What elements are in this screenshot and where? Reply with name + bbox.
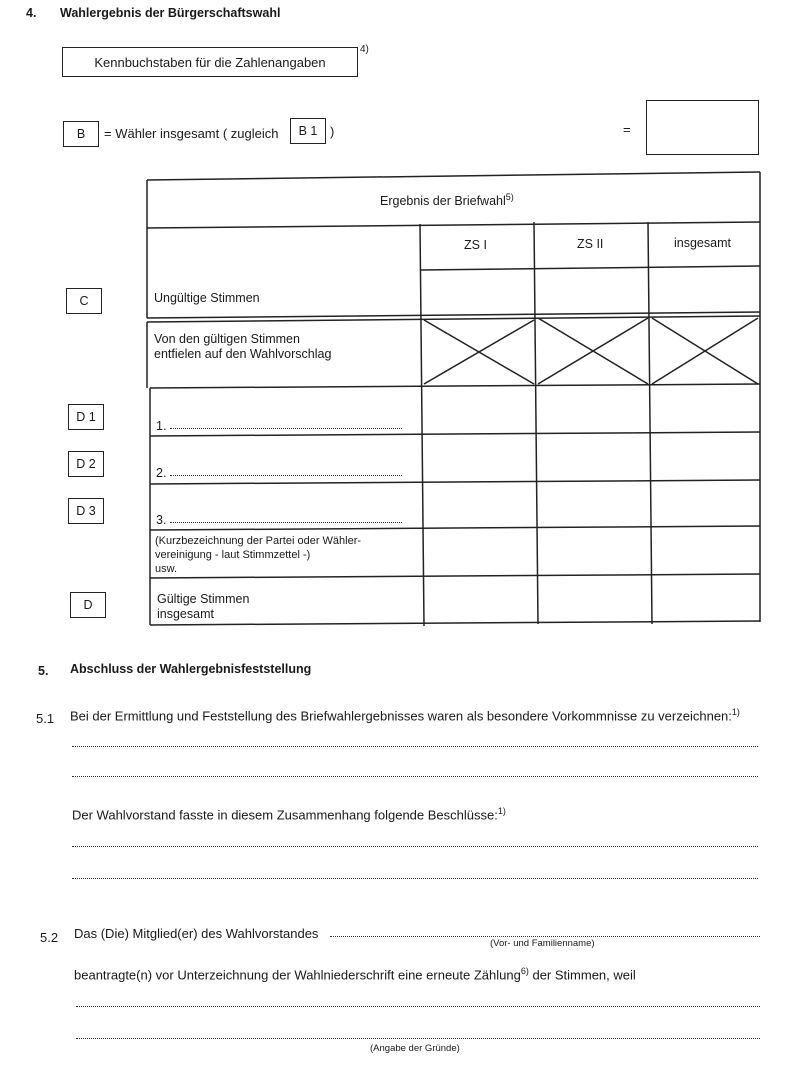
- row-label-2: 2.: [156, 466, 167, 480]
- row-label-gueltige-insgesamt-line2: insgesamt: [157, 607, 214, 621]
- kennbuchstaben-footnote: 4): [360, 44, 369, 55]
- row-label-kurz-line3: usw.: [155, 563, 178, 575]
- row-2-fill-line[interactable]: [170, 475, 402, 476]
- section-5-title: Abschluss der Wahlergebnisfeststellung: [70, 662, 312, 676]
- section-5-2-number: 5.2: [40, 930, 59, 945]
- row-label-gueltige-line1: Von den gültigen Stimmen: [154, 332, 300, 346]
- beschluesse-line-1[interactable]: [72, 846, 758, 847]
- row-label-gueltige-insgesamt-line1: Gültige Stimmen: [157, 592, 250, 606]
- row-label-kurz-line2: vereinigung - laut Stimmzettel -): [155, 549, 311, 561]
- section-5-1-text: [70, 707, 740, 723]
- code-d-label: D: [83, 598, 93, 612]
- code-d3-label: D 3: [76, 504, 96, 518]
- mitglied-name-line[interactable]: [330, 936, 760, 937]
- section-4-title: Wahlergebnis der Bürgerschaftswahl: [60, 6, 281, 20]
- gruende-line-2[interactable]: [76, 1038, 760, 1039]
- section-5-2-line2: [74, 966, 636, 982]
- name-caption: (Vor- und Familienname): [490, 938, 595, 949]
- section-5-2-line2-b: der Stimmen, weil: [528, 967, 636, 983]
- table-header-title: [380, 190, 514, 209]
- section-5-2-line2-a: beantragte(n) vor Unterzeichnung der Wahlniederschrift eine erneute Zählung: [74, 967, 521, 983]
- beschluesse-footnote: 1): [497, 806, 506, 816]
- section-5-2-footnote: 6): [520, 966, 529, 976]
- code-b-label: B: [76, 127, 86, 141]
- code-box-d: [70, 592, 106, 618]
- beschluesse-line-2[interactable]: [72, 878, 758, 879]
- vorkommnisse-line-2[interactable]: [72, 776, 758, 777]
- beschluesse-text-content: Der Wahlvorstand fasste in diesem Zusammenhang folgende Beschlüsse:: [72, 807, 498, 823]
- code-c-label: C: [79, 294, 89, 308]
- kennbuchstaben-label: Kennbuchstaben für die Zahlenangaben: [94, 54, 326, 70]
- code-d2-label: D 2: [76, 457, 96, 471]
- section-4-number: 4.: [26, 6, 37, 20]
- code-b1-label: B 1: [298, 124, 318, 138]
- beschluesse-text: [72, 806, 506, 822]
- column-header-zs1: ZS I: [464, 238, 487, 252]
- table-header-title-text: Ergebnis der Briefwahl: [380, 194, 506, 209]
- row-1-fill-line[interactable]: [170, 428, 402, 429]
- row-label-gueltige-line2: entfielen auf den Wahlvorschlag: [154, 347, 332, 361]
- column-header-total: insgesamt: [674, 236, 731, 250]
- code-box-d1: [68, 404, 104, 430]
- section-5-1-footnote: 1): [731, 707, 740, 717]
- b-close-paren: ): [330, 124, 335, 139]
- b-equals: =: [623, 122, 631, 137]
- row-label-3: 3.: [156, 513, 167, 527]
- code-box-d3: [68, 498, 104, 524]
- code-box-d2: [68, 451, 104, 477]
- section-5-2-text: Das (Die) Mitglied(er) des Wahlvorstandes: [74, 926, 319, 941]
- column-header-zs2: ZS II: [577, 237, 604, 251]
- row-label-1: 1.: [156, 419, 167, 433]
- row-label-kurz-line1: (Kurzbezeichnung der Partei oder Wähler-: [155, 535, 362, 547]
- table-header-footnote: 5): [505, 192, 514, 202]
- row-label-ungueltige: Ungültige Stimmen: [154, 291, 260, 305]
- b-description: = Wähler insgesamt ( zugleich: [104, 126, 279, 141]
- code-d1-label: D 1: [76, 410, 96, 424]
- section-5-1-number: 5.1: [36, 711, 55, 726]
- code-box-c: [66, 288, 102, 314]
- section-5-number: 5.: [38, 664, 49, 678]
- row-3-fill-line[interactable]: [170, 522, 402, 523]
- section-5-1-text-content: Bei der Ermittlung und Feststellung des Briefwahlergebnisses waren als besondere Vorkommnisse zu verzeichnen:: [70, 708, 732, 724]
- gruende-line-1[interactable]: [76, 1006, 760, 1007]
- gruende-caption: (Angabe der Gründe): [370, 1043, 460, 1054]
- vorkommnisse-line-1[interactable]: [72, 746, 758, 747]
